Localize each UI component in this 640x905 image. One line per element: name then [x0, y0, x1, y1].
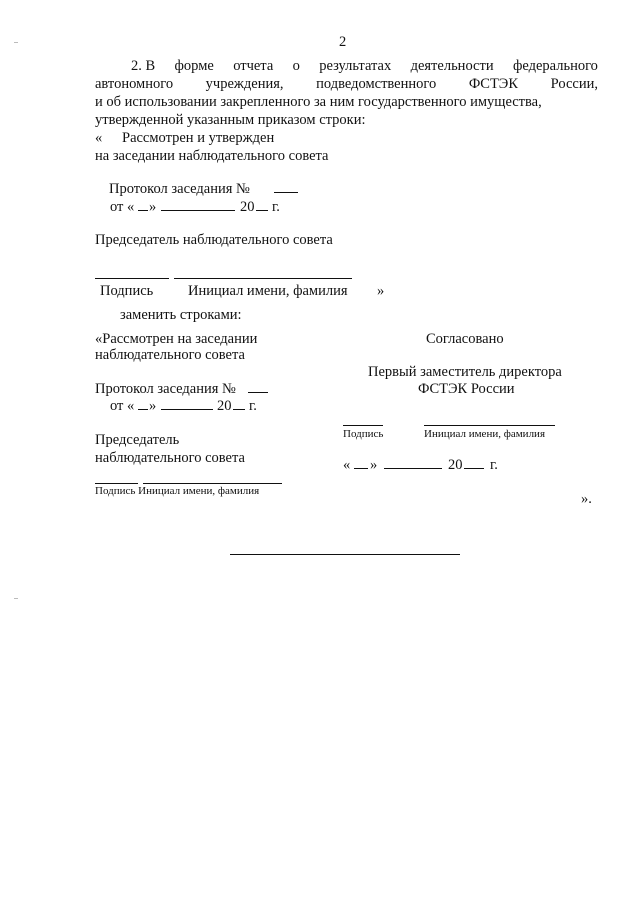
intro-line-2: [95, 75, 598, 93]
old-signature-line: [95, 278, 169, 279]
intro-word: России,: [550, 76, 598, 92]
old-year-suffix: г.: [272, 199, 280, 215]
intro-word: ФСТЭК: [468, 76, 519, 92]
intro-word: федерального: [512, 58, 598, 74]
intro-word: результатах: [319, 58, 392, 74]
old-quote-close: »: [377, 283, 385, 299]
old-chairman: Председатель наблюдательного совета: [95, 232, 333, 248]
right-name-line: [424, 425, 555, 426]
new-year: 20: [217, 398, 232, 414]
intro-word: 2. В: [131, 58, 156, 74]
old-line-1: Рассмотрен и утвержден: [122, 130, 275, 146]
agreed-label: Согласовано: [426, 331, 504, 347]
new-protocol-blank: [248, 392, 268, 393]
old-day-blank: [138, 210, 148, 211]
old-month-blank: [161, 210, 235, 211]
closing-quote: ».: [581, 491, 592, 507]
old-protocol-blank: [274, 192, 298, 193]
position-line-2: ФСТЭК России: [418, 381, 515, 397]
old-protocol-label: Протокол заседания №: [109, 181, 250, 197]
new-left-line-1: «Рассмотрен на заседании: [95, 331, 258, 347]
new-year-blank: [233, 409, 245, 410]
right-signature-line: [343, 425, 383, 426]
right-month-blank: [384, 468, 442, 469]
new-month-blank: [161, 409, 213, 410]
right-date-prefix: «: [343, 457, 351, 473]
new-day-blank: [138, 409, 148, 410]
right-name-label: Инициал имени, фамилия: [424, 428, 546, 440]
new-date-mid: »: [149, 398, 157, 414]
intro-word: о: [292, 58, 300, 74]
position-line-1: Первый заместитель директора: [368, 364, 562, 380]
margin-mark: [14, 42, 18, 43]
intro-word: форме: [174, 58, 214, 74]
new-left-signature-line: [95, 483, 138, 484]
right-day-blank: [354, 468, 368, 469]
new-date-prefix: от «: [110, 398, 135, 414]
intro-word: автономного: [95, 76, 174, 92]
old-sig-label: Подпись: [100, 283, 154, 299]
right-year-suffix: г.: [490, 457, 498, 473]
margin-mark: [14, 598, 18, 599]
new-protocol-label: Протокол заседания №: [95, 381, 236, 397]
old-year: 20: [240, 199, 255, 215]
page-number: 2: [339, 34, 347, 50]
bottom-separator: [230, 554, 460, 555]
intro-word: деятельности: [410, 58, 494, 74]
old-line-2: на заседании наблюдательного совета: [95, 148, 329, 164]
new-chairman-line-1: Председатель: [95, 432, 180, 448]
intro-line-3: и об использовании закрепленного за ним государственного имущества,: [95, 94, 542, 110]
new-year-suffix: г.: [249, 398, 257, 414]
right-year: 20: [448, 457, 463, 473]
old-name-label: Инициал имени, фамилия: [188, 283, 348, 299]
old-year-blank: [256, 210, 268, 211]
intro-word: подведомственного: [316, 76, 437, 92]
new-left-line-2: наблюдательного совета: [95, 347, 245, 363]
old-date-prefix: от «: [110, 199, 135, 215]
old-name-line: [174, 278, 352, 279]
new-left-sig-caption: Подпись Инициал имени, фамилия: [95, 485, 260, 497]
new-left-name-line: [143, 483, 282, 484]
replace-label: заменить строками:: [120, 307, 242, 323]
intro-line-1: [131, 57, 598, 75]
old-date-mid: »: [149, 199, 157, 215]
new-chairman-line-2: наблюдательного совета: [95, 450, 245, 466]
intro-word: отчета: [233, 58, 274, 74]
right-year-blank: [464, 468, 484, 469]
right-date-mid: »: [370, 457, 378, 473]
old-quote-open: «: [95, 130, 103, 146]
intro-line-4: утвержденной указанным приказом строки:: [95, 112, 366, 128]
intro-word: учреждения,: [205, 76, 284, 92]
right-sig-label: Подпись: [343, 428, 384, 440]
